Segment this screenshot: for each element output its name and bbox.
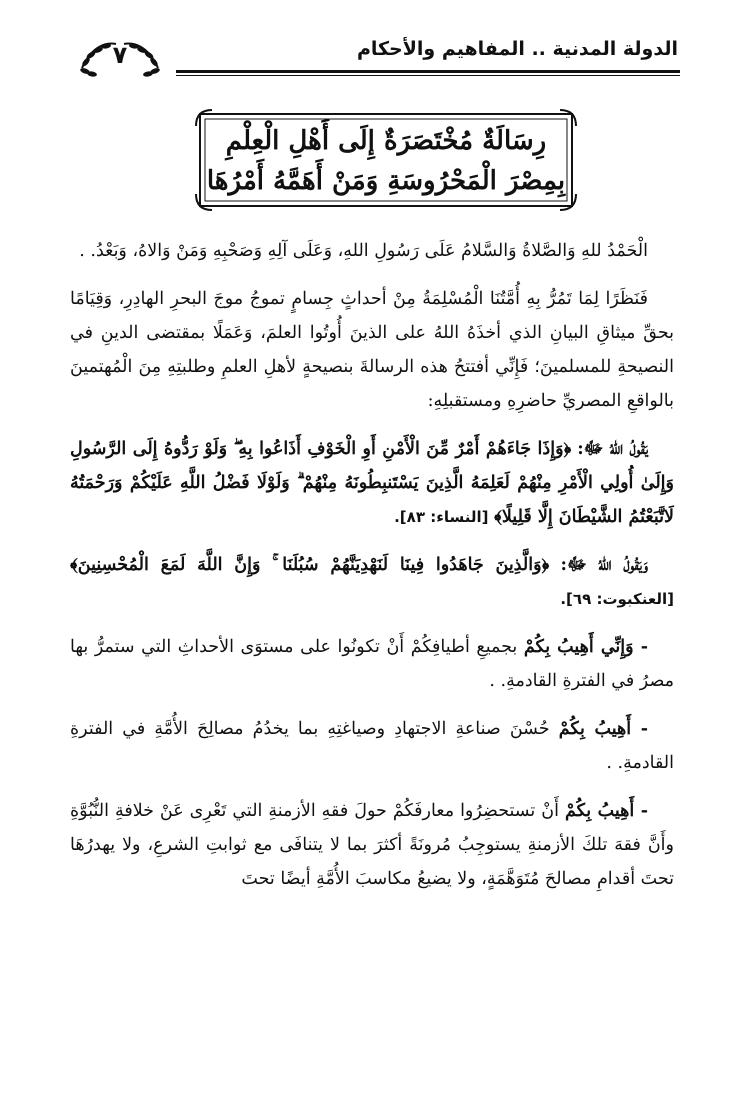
paragraph-text: بجميعِ أطيافِكُمْ أَنْ تكونُوا على مستوَى الأحداثِ التي ستمرُّ بها مصرُ في الفترةِ القادمةِ. . bbox=[70, 637, 674, 691]
title-line-1: رِسَالَةٌ مُخْتَصَرَةٌ إِلَى أَهْلِ الْعِلْمِ bbox=[225, 126, 547, 156]
paragraph-text: الْحَمْدُ للهِ وَالصَّلاةُ وَالسَّلامُ عَلَى رَسُولِ اللهِ، وَعَلَى آلِهِ وَصَحْبِهِ وَمَنْ وَالاهُ، وَبَعْدُ. . bbox=[79, 241, 648, 261]
title-border-icon bbox=[194, 108, 578, 212]
paragraph-appeal-1 bbox=[70, 630, 674, 698]
paragraph-verse-1 bbox=[70, 432, 674, 534]
page-number: ٧ bbox=[112, 41, 128, 69]
appeal-lead: - أَهِيبُ بِكُمْ bbox=[564, 801, 648, 821]
paragraph-opening bbox=[70, 234, 674, 268]
verse-reference: [العنكبوت: ٦٩]. bbox=[560, 590, 674, 608]
paragraph-appeal-2 bbox=[70, 712, 674, 780]
quran-verse: ﴿وَإِذَا جَاءَهُمْ أَمْرٌ مِّنَ الْأَمْنِ أَوِ الْخَوْفِ أَذَاعُوا بِهِ ۖ وَلَوْ رَدُّوهُ إِلَى الرَّسُولِ وَإِلَىٰ أُولِي الْأَمْرِ مِنْهُمْ لَعَلِمَهُ الَّذِينَ يَسْتَنبِطُونَهُ مِنْهُمْ ۗ وَلَوْلَا فَضْلُ اللَّهِ عَلَيْكُمْ وَرَحْمَتُهُ لَاتَّبَعْتُمُ الشَّيْطَانَ إِلَّا قَلِيلًا﴾ bbox=[70, 439, 674, 527]
quran-verse: ﴿وَالَّذِينَ جَاهَدُوا فِينَا لَنَهْدِيَنَّهُمْ سُبُلَنَا ۚ وَإِنَّ اللَّهَ لَمَعَ الْمُحْسِنِينَ﴾ bbox=[70, 555, 550, 575]
title-frame bbox=[194, 108, 578, 212]
header-rule-thin bbox=[176, 75, 680, 76]
title-line-2: بِمِصْرَ الْمَحْرُوسَةِ وَمَنْ أَهَمَّهُ أَمْرُهَا bbox=[206, 166, 566, 196]
running-header-title: الدولة المدنية .. المفاهيم والأحكام bbox=[356, 38, 678, 60]
verse-reference: [النساء: ٨٣]. bbox=[394, 508, 489, 526]
paragraph-intro bbox=[70, 282, 674, 418]
appeal-lead: - أَهِيبُ بِكُمْ bbox=[558, 719, 648, 739]
header-rule bbox=[176, 70, 680, 73]
paragraph-appeal-3 bbox=[70, 794, 674, 896]
verse-lead: يَقُولُ اللهُ ﷻ: bbox=[577, 439, 648, 459]
paragraph-text: أَنْ تستحضِرُوا معارفَكُمْ حولَ فقهِ الأزمنةِ التي تَعْرِى عَنْ خلافةِ النُّبُوَّةِ وأَنَّ فقهَ تلكَ الأزمنةِ يستوجِبُ مُرونَةً أكثرَ بما لا يتنافَى مع ثوابتِ الشرعِ، ولا يهدرُهَا تحتَ أقدامِ مصالحَ مُتَوَهَّمَةٍ، ولا يضيعُ مكاسبَ الأُمَّةِ أيضًا تحتَ bbox=[70, 801, 674, 889]
appeal-lead: - وَإِنِّي أَهِيبُ بِكُمْ bbox=[523, 637, 648, 657]
paragraph-verse-2 bbox=[70, 548, 674, 616]
body-text bbox=[70, 234, 674, 910]
paragraph-text: حُسْنَ صناعةِ الاجتهادِ وصياغتِهِ بما يخدُمُ مصالِحَ الأُمَّةِ في الفترةِ القادمةِ. . bbox=[70, 719, 674, 773]
paragraph-text: فَنَظَرًا لِمَا تَمُرُّ بِهِ أُمَّتُنَا الْمُسْلِمَةُ مِنْ أحداثٍ جِسامٍ تموجُ موجَ البحرِ الهادِرِ، وَقِيَامًا بحقِّ ميثاقِ البيانِ الذي أخذَهُ اللهُ على الذينَ أُوتُوا العلمَ، وَعَمَلًا بمقتضى الدينِ في النصيحةِ للمسلمينَ؛ فَإِنِّي أفتتحُ هذه الرسالةَ بنصيحةٍ لأهلِ العلمِ وطلبتِهِ مِنَ الْمُهتمينَ بالواقعِ المصريِّ حاضرِهِ ومستقبلِهِ: bbox=[70, 289, 674, 411]
page-number-ornament bbox=[72, 34, 168, 80]
verse-lead: وَيَقُولُ اللهُ ﷻ: bbox=[560, 555, 648, 575]
